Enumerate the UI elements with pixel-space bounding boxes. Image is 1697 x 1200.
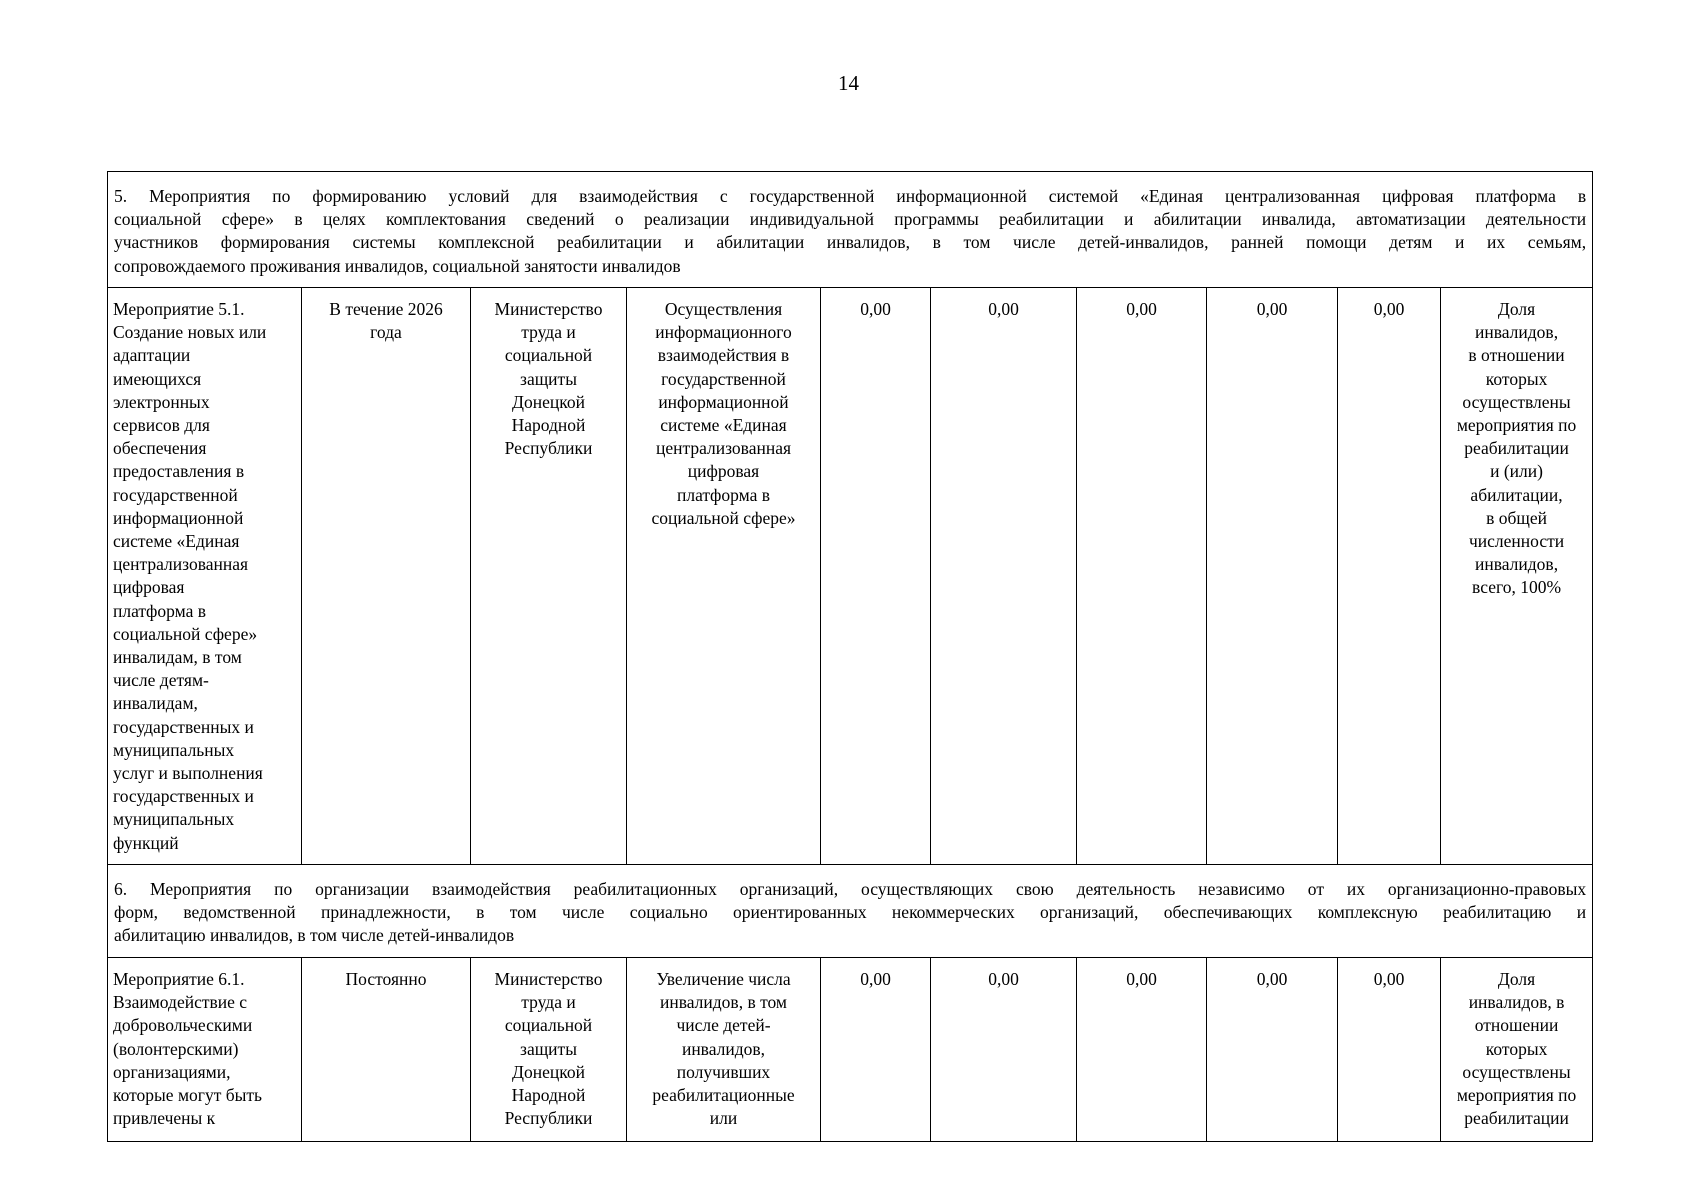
event-cell: Мероприятие 6.1. Взаимодействие с добровольческими (волонтерскими) организациями, которые могут быть привлечены к: [108, 958, 302, 1142]
indicator-cell: Доля инвалидов, в отношении которых осуществлены мероприятия по реабилитации: [1441, 958, 1593, 1142]
section-6-heading: [108, 865, 1593, 958]
value-cell-2: 0,00: [931, 958, 1077, 1142]
value-cell-3: 0,00: [1077, 288, 1207, 865]
term-cell: Постоянно: [302, 958, 471, 1142]
value-cell-5: 0,00: [1338, 958, 1441, 1142]
section-5-line: социальной сфере» в целях комплектования сведений о реализации индивидуальной программы реабилитации и абилитации инвалида, автоматизации деятельности: [114, 209, 1587, 230]
section-6-row: [108, 865, 1593, 958]
value-cell-1: 0,00: [821, 958, 931, 1142]
indicator-cell: Доля инвалидов, в отношении которых осуществлены мероприятия по реабилитации и (или) абилитации, в общей численности инвалидов, всего, 100%: [1441, 288, 1593, 865]
section-6-line: форм, ведомственной принадлежности, в том числе социально ориентированных некоммерческих организаций, обеспечивающих комплексную реабилитацию и: [114, 902, 1587, 923]
value-cell-1: 0,00: [821, 288, 931, 865]
result-cell: Осуществления информационного взаимодействия в государственной информационной системе «Единая централизованная цифровая платформа в социальной сфере»: [627, 288, 821, 865]
value-cell-5: 0,00: [1338, 288, 1441, 865]
executor-cell: Министерство труда и социальной защиты Донецкой Народной Республики: [471, 958, 627, 1142]
value-cell-3: 0,00: [1077, 958, 1207, 1142]
section-6-line: 6. Мероприятия по организации взаимодействия реабилитационных организаций, осуществляющих свою деятельность независимо от их организационно-правовых: [114, 879, 1587, 899]
page-number: 14: [838, 71, 859, 95]
section-5-heading: [108, 172, 1593, 288]
value-cell-4: 0,00: [1207, 958, 1338, 1142]
table-row: [108, 288, 1593, 865]
section-5-line: 5. Мероприятия по формированию условий для взаимодействия с государственной информационной системой «Единая централизованная цифровая платформа в: [114, 186, 1587, 206]
value-cell-2: 0,00: [931, 288, 1077, 865]
result-cell: Увеличение числа инвалидов, в том числе детей- инвалидов, получивших реабилитационные или: [627, 958, 821, 1142]
section-5-row: [108, 172, 1593, 288]
value-cell-4: 0,00: [1207, 288, 1338, 865]
activities-table: [107, 171, 1593, 1142]
section-6-line: абилитацию инвалидов, в том числе детей-инвалидов: [114, 925, 515, 946]
term-cell: В течение 2026 года: [302, 288, 471, 865]
executor-cell: Министерство труда и социальной защиты Донецкой Народной Республики: [471, 288, 627, 865]
section-5-line: сопровождаемого проживания инвалидов, социальной занятости инвалидов: [114, 255, 681, 276]
section-5-line: участников формирования системы комплексной реабилитации и абилитации инвалидов, в том числе детей-инвалидов, ранней помощи детям и их семьям,: [114, 232, 1587, 253]
event-cell: Мероприятие 5.1. Создание новых или адаптации имеющихся электронных сервисов для обеспечения предоставления в государственной информационной системе «Единая централизованная цифровая платформа в социальной сфере» инвалидам, в том числе детям- инвалидам, государственных и муниципальных услуг и выполнения государственных и муниципальных функций: [108, 288, 302, 865]
table-row: [108, 958, 1593, 1142]
